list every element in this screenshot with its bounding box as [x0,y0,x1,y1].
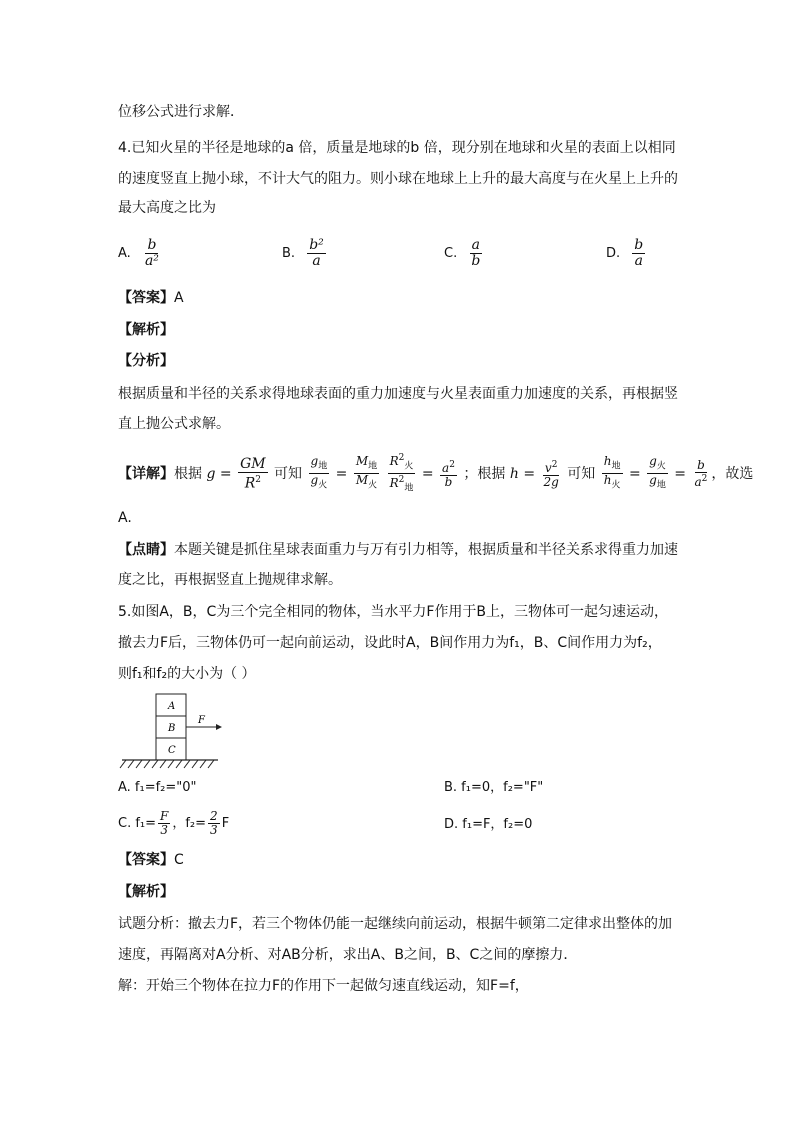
detail-line: 【详解】根据 g = $\frac{GM}{R^2}$ 可知 $\frac{g_地}{g_火}$ = $\frac{M_地}{M_火}$ $\frac{R^2_火}{R^2_地}$ = $\frac{a^2}{b}$ ；根据 h = $\frac{v^2}{2g}$ 可知 $\frac{h_地}{h_火}$ = $\frac{g_火}{g_地}$ = $\frac{b}{a^2}$ ，故选 [118,453,754,494]
q5-option-c: C. f₁= $\frac{F}{3}$ ，f₂= $\frac{2}{3}$ F [118,809,230,837]
analysis-line: 速度，再隔离对A分析、对AB分析，求出A、B之间，B、C之间的摩擦力． [118,947,578,963]
q4-option-b: B. $\frac{\text{b²}}{a}$ [282,237,324,269]
dianjing-line: 【点睛】本题关键是抓住星球表面重力与万有引力相等，根据质量和半径关系求得重力加速 [118,542,678,558]
answer-line: 【答案】A [118,290,184,306]
fenxi-heading: 【分析】 [118,353,174,369]
analysis-heading: 【解析】 [118,884,174,900]
answer-line: 【答案】C [118,852,184,868]
blocks-figure [118,690,258,772]
q4-stem-line: 4.已知火星的半径是地球的a 倍，质量是地球的b 倍，现分别在地球和火星的表面上以相同 [118,140,676,156]
q5-stem-line: 5.如图A，B，C为三个完全相同的物体，当水平力F作用于B上，三物体可一起匀速运动， [118,604,668,620]
block-c-label: C [168,745,176,756]
analysis-heading: 【解析】 [118,322,174,338]
q4-stem-line: 最大高度之比为 [118,200,216,216]
dianjing-line: 度之比，再根据竖直上抛规律求解。 [118,572,342,588]
fraction: $\frac{b}{a}$ [634,237,644,269]
fraction: $\frac{\text{b²}}{a}$ [309,237,324,269]
q5-stem-line: 撤去力F后，三物体仍可一起向前运动，设此时A，B间作用力为f₁，B、C间作用力为f₂， [118,635,662,651]
q5-option-b: B. f₁=0，f₂="F" [444,780,544,795]
block-b-label: B [168,723,176,734]
force-label: F [198,715,205,726]
detail-tail: A. [118,510,132,526]
q4-option-d: D. $\frac{b}{a}$ [606,237,644,269]
fraction: $\frac{a}{b}$ [471,237,481,269]
analysis-line: 试题分析：撤去力F，若三个物体仍能一起继续向前运动，根据牛顿第二定律求出整体的加 [118,916,673,932]
q5-option-d: D. f₁=F，f₂=0 [444,817,533,832]
q4-option-c: C. $\frac{a}{b}$ [444,237,481,269]
analysis-line: 解：开始三个物体在拉力F的作用下一起做匀速直线运动，知F=f， [118,978,529,994]
block-a-label: A [168,701,176,712]
text-line: 位移公式进行求解． [118,104,244,120]
q4-stem-line: 的速度竖直上抛小球，不计大气的阻力。则小球在地球上上升的最大高度与在火星上上升的 [118,171,678,187]
fenxi-line: 根据质量和半径的关系求得地球表面的重力加速度与火星表面重力加速度的关系，再根据竖 [118,386,678,402]
q5-stem-line: 则f₁和f₂的大小为（ ） [118,666,256,682]
q4-option-a: A. $\frac{b}{\text{a²}}$ [118,237,159,269]
q5-option-a: A. f₁=f₂="0" [118,780,197,795]
fenxi-line: 直上抛公式求解。 [118,416,230,432]
fraction: $\frac{b}{\text{a²}}$ [144,237,159,269]
